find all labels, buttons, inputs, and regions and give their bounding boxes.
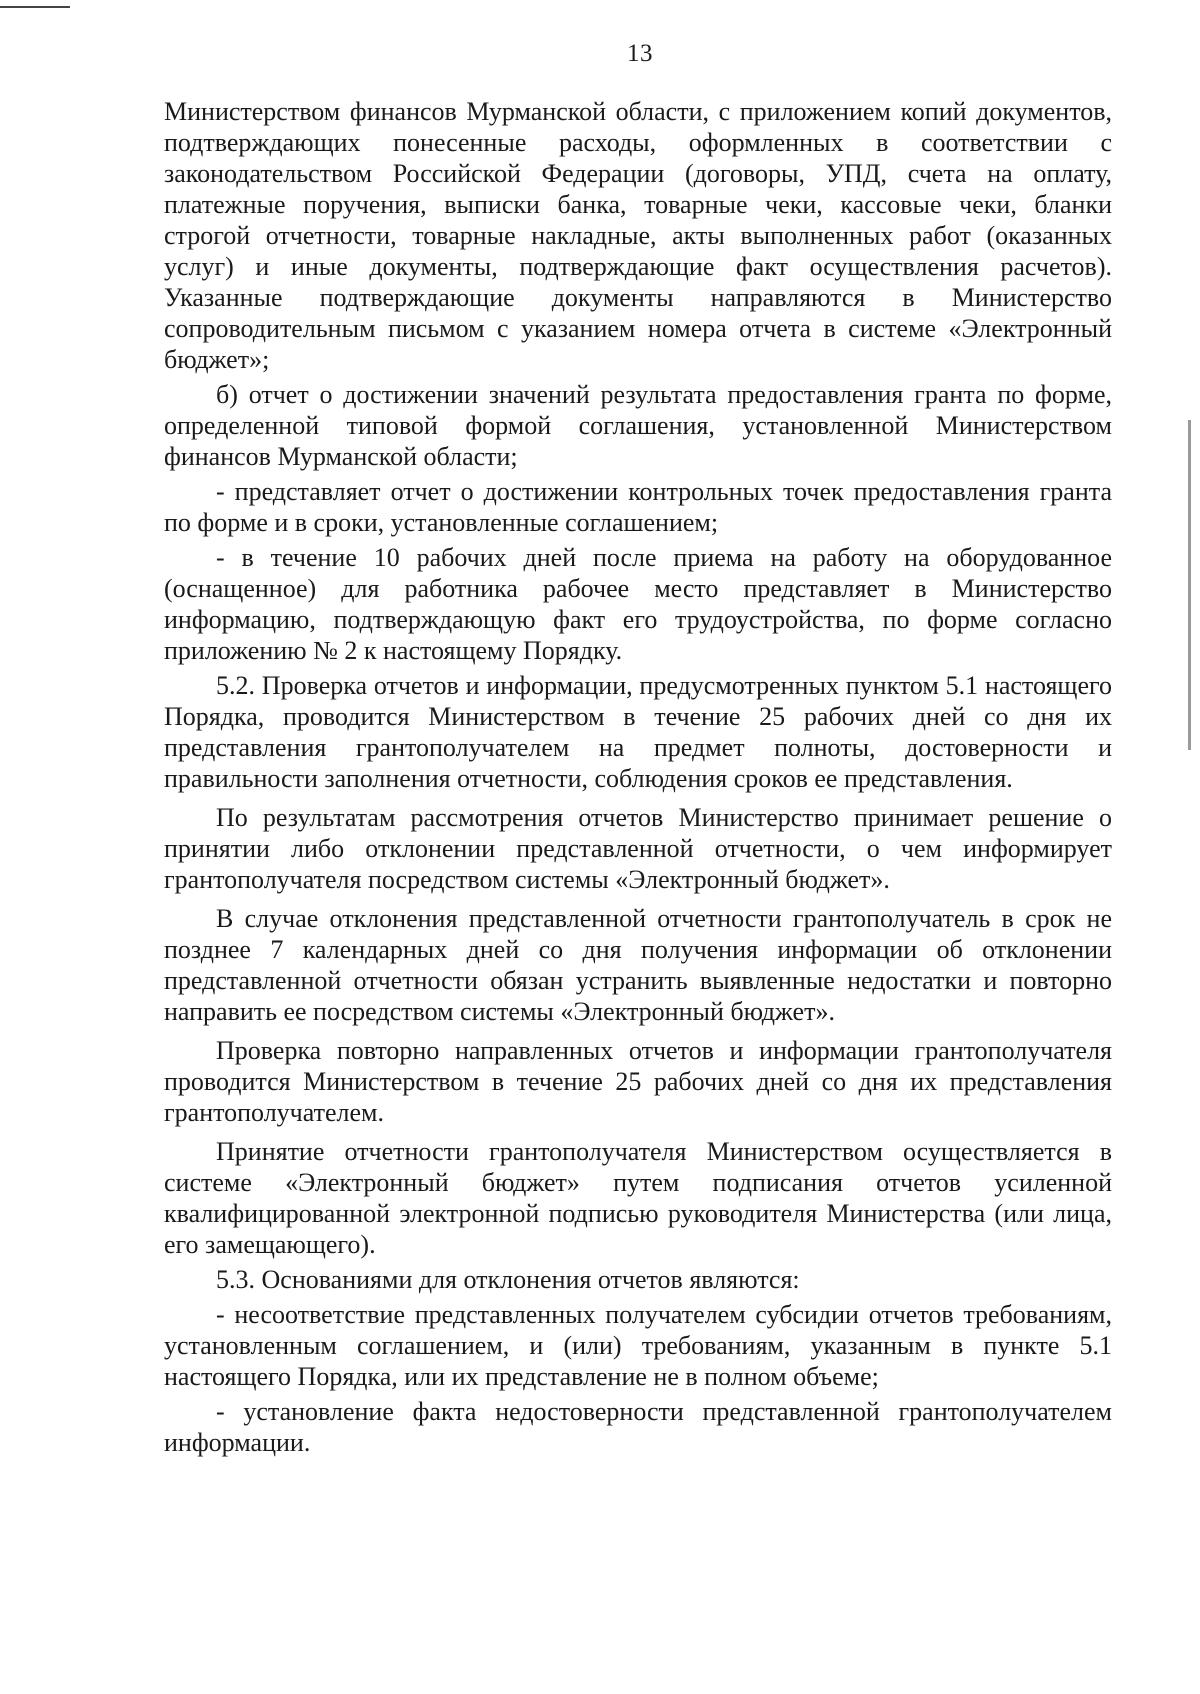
- paragraph-continuation: Министерством финансов Мурманской области, с приложением копий документов, подтверждающих понесенные расходы, оформленных в соответствии с законодательством Российской Федерации (договоры, УПД, счета на оплату, платежные поручения, выписки банка, товарные чеки, кассовые чеки, бланки строгой отчетности, товарные накладные, акты выполненных работ (оказанных услуг) и иные документы, подтверждающие факт осуществления расчетов). Указанные подтверждающие документы направляются в Министерство сопроводительным письмом с указанием номера отчета в системе «Электронный бюджет»;: [164, 97, 1112, 374]
- paragraph-rejection-case: В случае отклонения представленной отчетности грантополучатель в срок не позднее 7 календарных дней со дня получения информации об отклонении представленной отчетности обязан устранить выявленные недостатки и повторно направить ее посредством системы «Электронный бюджет».: [164, 904, 1112, 1026]
- paragraph-acceptance: Принятие отчетности грантополучателя Министерством осуществляется в системе «Электронный бюджет» путем подписания отчетов усиленной квалифицированной электронной подписью руководителя Министерства (или лица, его замещающего).: [164, 1137, 1112, 1259]
- paragraph-section-5-3: 5.3. Основаниями для отклонения отчетов являются:: [216, 1265, 800, 1294]
- paragraph-repeat-check: Проверка повторно направленных отчетов и информации грантополучателя проводится Министерством в течение 25 рабочих дней со дня их представления грантополучателем.: [164, 1036, 1112, 1127]
- paragraph-rejection-reason-2: - установление факта недостоверности представленной грантополучателем информации.: [164, 1397, 1112, 1457]
- paragraph-rejection-reason-1: - несоответствие представленных получателем субсидии отчетов требованиям, установленным соглашением, и (или) требованиям, указанным в пункте 5.1 настоящего Порядка, или их представление не в полном объеме;: [164, 1300, 1112, 1391]
- document-body: [164, 96, 1112, 1462]
- paragraph-review-results: По результатам рассмотрения отчетов Министерство принимает решение о принятии либо отклонении представленной отчетности, о чем информирует грантополучателя посредством системы «Электронный бюджет».: [164, 803, 1112, 894]
- page-number: 13: [627, 40, 653, 67]
- scan-edge-shadow: [1188, 420, 1191, 750]
- scan-edge-mark: [0, 6, 70, 8]
- paragraph-item-b: б) отчет о достижении значений результата предоставления гранта по форме, определенной типовой формой соглашения, установленной Министерством финансов Мурманской области;: [164, 380, 1112, 471]
- paragraph-employment-info: - в течение 10 рабочих дней после приема на работу на оборудованное (оснащенное) для работника рабочее место представляет в Министерство информацию, подтверждающую факт его трудоустройства, по форме согласно приложению № 2 к настоящему Порядку.: [164, 543, 1112, 665]
- paragraph-control-points: - представляет отчет о достижении контрольных точек предоставления гранта по форме и в сроки, установленные соглашением;: [164, 477, 1112, 537]
- paragraph-section-5-2: 5.2. Проверка отчетов и информации, предусмотренных пунктом 5.1 настоящего Порядка, проводится Министерством в течение 25 рабочих дней со дня их представления грантополучателем на предмет полноты, достоверности и правильности заполнения отчетности, соблюдения сроков ее представления.: [164, 671, 1112, 793]
